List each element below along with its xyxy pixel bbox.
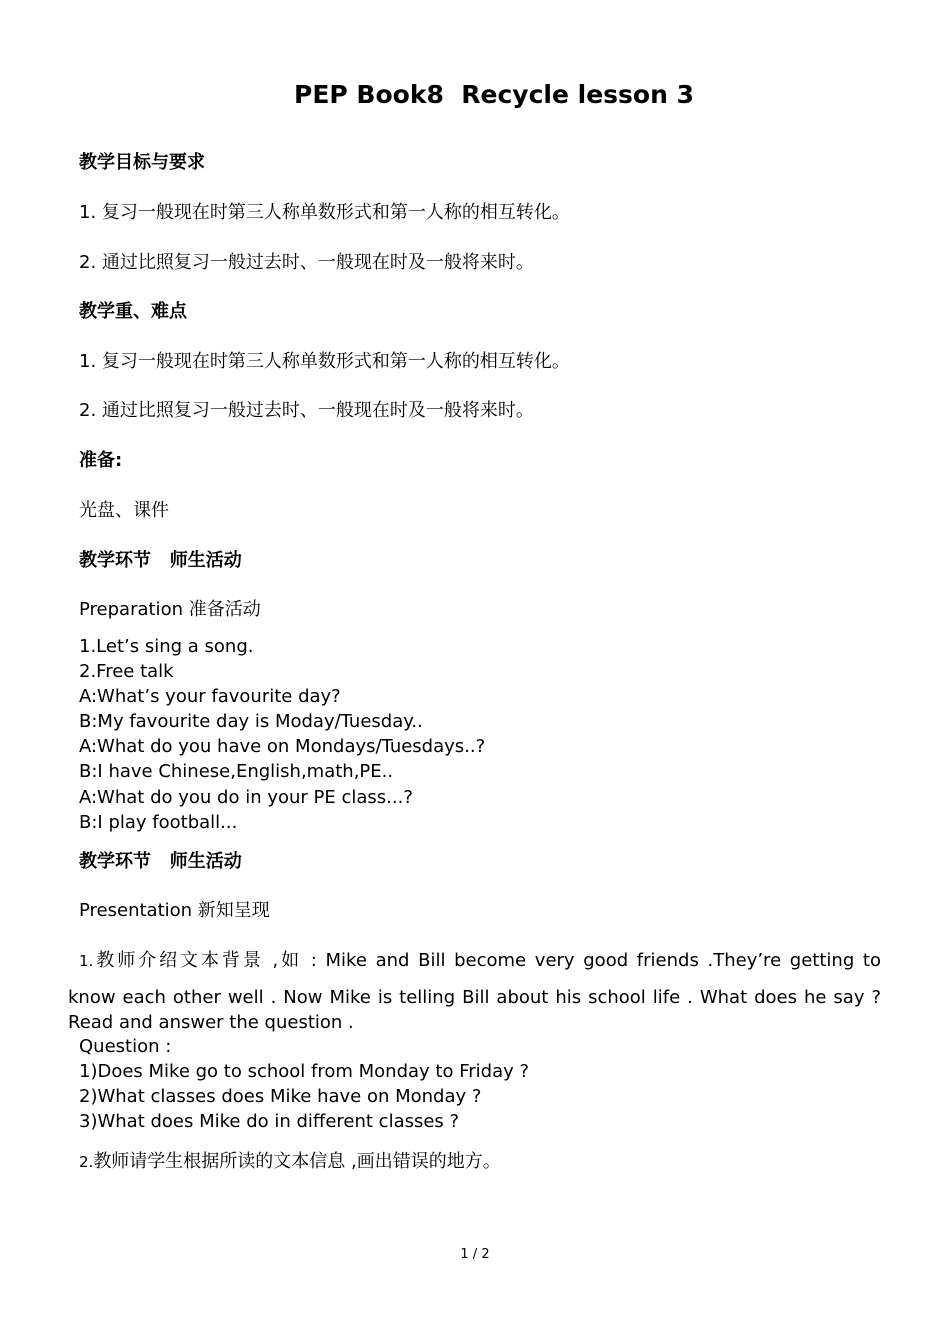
objectives-heading: 教学目标与要求 bbox=[79, 152, 205, 173]
objective-item: 1. 复习一般现在时第三人称单数形式和第一人称的相互转化。 bbox=[79, 202, 570, 223]
preparation-heading: 准备: bbox=[79, 450, 123, 471]
dialogue-line: A:What do you do in your PE class...? bbox=[79, 787, 413, 808]
question-label: Question : bbox=[79, 1036, 172, 1057]
intro-rest: know each other well . Now Mike is telling Bill about his school life . What does he say ?Read and answer the question . bbox=[68, 987, 881, 1033]
section2-stage: Presentation 新知呈现 bbox=[79, 900, 270, 921]
question-item: 1)Does Mike go to school from Monday to Friday ? bbox=[79, 1061, 530, 1082]
dialogue-line: B:I play football... bbox=[79, 812, 238, 833]
materials-text: 光盘、课件 bbox=[79, 500, 169, 521]
key-point-item: 1. 复习一般现在时第三人称单数形式和第一人称的相互转化。 bbox=[79, 351, 570, 372]
section1-stage: Preparation 准备活动 bbox=[79, 599, 261, 620]
page-indicator: 1 / 2 bbox=[460, 1247, 490, 1262]
question-item: 3)What does Mike do in different classes ? bbox=[79, 1111, 460, 1132]
intro-first-line: 教师介绍文本背景 ,如 : Mike and Bill become very good friends .They’re getting to bbox=[93, 950, 881, 971]
intro-number: 1. bbox=[79, 952, 94, 970]
task-text: 教师请学生根据所读的文本信息 ,画出错误的地方。 bbox=[93, 1151, 501, 1172]
section2-heading: 教学环节 师生活动 bbox=[79, 851, 242, 872]
objective-item: 2. 通过比照复习一般过去时、一般现在时及一般将来时。 bbox=[79, 252, 534, 273]
intro-paragraph bbox=[68, 948, 881, 1035]
key-point-item: 2. 通过比照复习一般过去时、一般现在时及一般将来时。 bbox=[79, 400, 534, 421]
dialogue-line: 2.Free talk bbox=[79, 661, 174, 682]
dialogue-line: A:What’s your favourite day? bbox=[79, 686, 341, 707]
dialogue-line: B:I have Chinese,English,math,PE.. bbox=[79, 761, 394, 782]
section1-heading: 教学环节 师生活动 bbox=[79, 550, 242, 571]
task-number: 2. bbox=[79, 1153, 94, 1171]
task-line bbox=[79, 1149, 501, 1175]
dialogue-line: B:My favourite day is Moday/Tuesday.. bbox=[79, 711, 423, 732]
dialogue-line: A:What do you have on Mondays/Tuesdays..? bbox=[79, 736, 486, 757]
document-title: PEP Book8 Recycle lesson 3 bbox=[294, 80, 694, 109]
question-item: 2)What classes does Mike have on Monday ? bbox=[79, 1086, 482, 1107]
key-points-heading: 教学重、难点 bbox=[79, 301, 187, 322]
dialogue-line: 1.Let’s sing a song. bbox=[79, 636, 254, 657]
